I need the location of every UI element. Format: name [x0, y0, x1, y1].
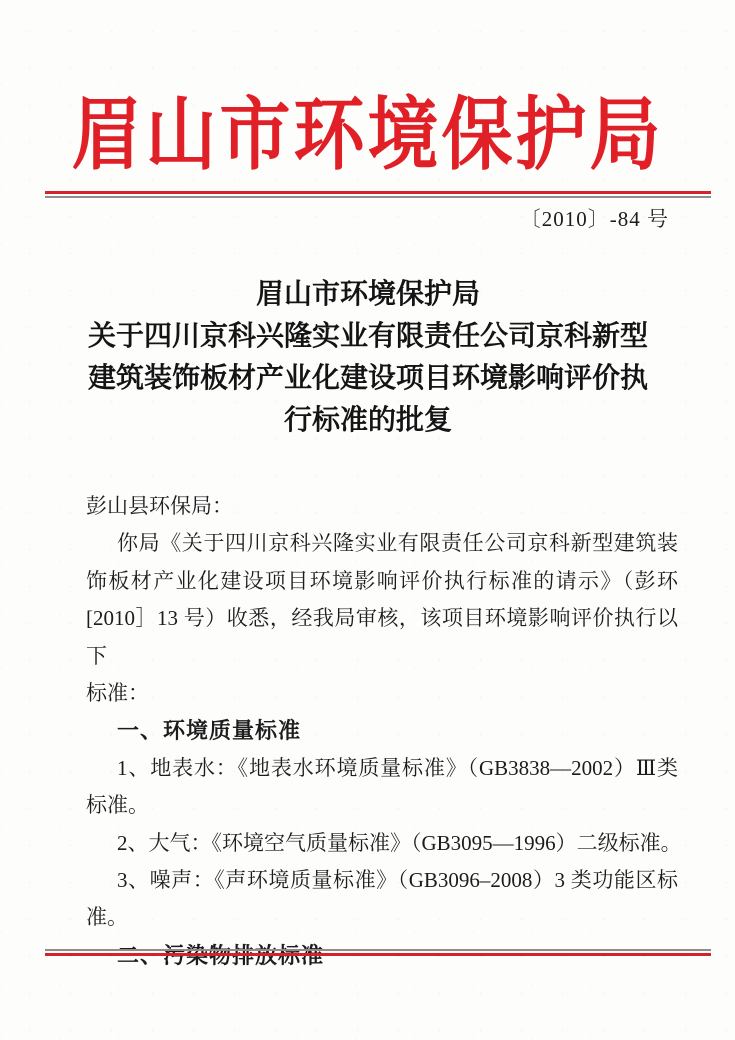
header-rule [45, 191, 711, 198]
footer-rule-red-line [45, 953, 711, 956]
document-number: 〔2010〕-84 号 [519, 207, 669, 231]
title-line: 关于四川京科兴隆实业有限责任公司京科新型 [87, 321, 648, 352]
body-line: 标准。 [86, 793, 149, 818]
body-line: 1、地表水：《地表水环境质量标准》（GB3838—2002）Ⅲ类 [117, 755, 678, 780]
title-line: 行标准的批复 [283, 405, 452, 436]
document-title [48, 274, 688, 442]
title-line: 建筑装饰板材产业化建设项目环境影响评价执 [87, 363, 648, 394]
document-body [86, 488, 682, 974]
body-line: 饰板材产业化建设项目环境影响评价执行标准的请示》（彭环 [86, 568, 678, 593]
title-line: 眉山市环境保护局 [255, 279, 480, 310]
body-line: 2、大气：《环境空气质量标准》（GB3095—1996）二级标准。 [117, 830, 682, 855]
salutation-line: 彭山县环保局： [86, 494, 233, 518]
body-line: 你局《关于四川京科兴隆实业有限责任公司京科新型建筑装 [117, 531, 678, 556]
header-rule-gray-line [45, 196, 711, 198]
body-line: 标准： [86, 681, 149, 706]
body-line: 3、噪声：《声环境质量标准》（GB3096–2008）3 类功能区标 [117, 868, 678, 893]
section-heading: 一、环境质量标准 [117, 718, 302, 744]
letterhead-agency-name: 眉山市环境保护局 [71, 92, 664, 180]
body-line: [2010］13 号）收悉，经我局审核，该项目环境影响评价执行以下 [86, 606, 678, 668]
footer-rule [45, 949, 711, 956]
body-line: 准。 [86, 905, 128, 930]
